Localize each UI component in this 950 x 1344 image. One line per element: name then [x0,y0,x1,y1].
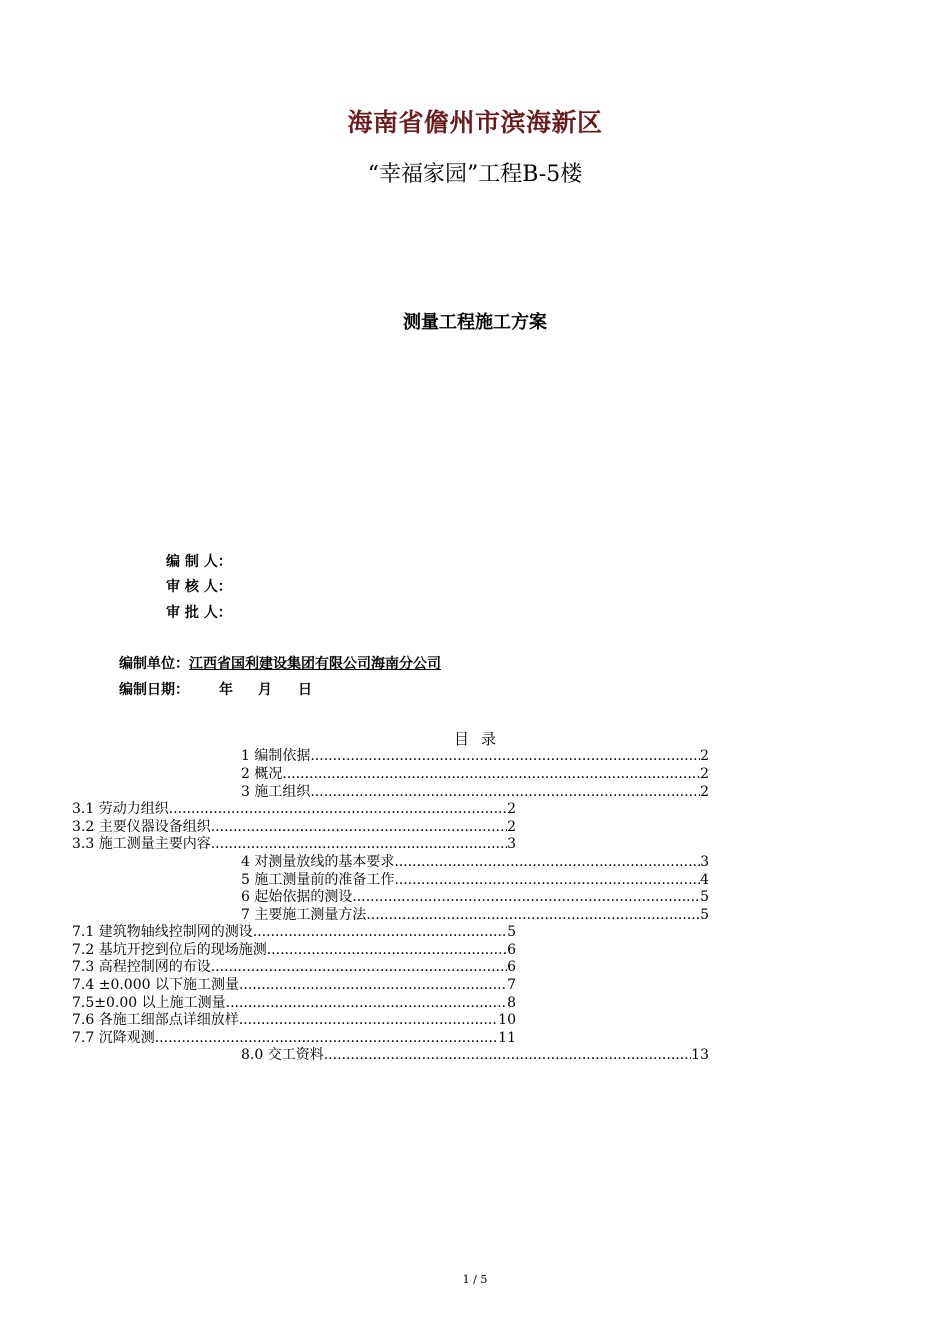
toc-entry-page: 5 [700,889,709,905]
toc-entry[interactable] [241,1046,709,1064]
document-title: 海南省儋州市滨海新区 [347,108,603,137]
toc-entry[interactable] [72,1011,516,1029]
toc-entry-label: 1 编制依据 [241,748,311,764]
editor-label: 编 制 人： [166,554,232,570]
toc-entry-label: 7.3 高程控制网的布设 [72,959,211,975]
toc-entry-page: 3 [507,836,516,852]
page-indicator: 1 / 5 [462,1273,488,1286]
compiling-date [119,679,312,699]
date-day: 日 [298,682,312,698]
toc-entry-label: 3.2 主要仪器设备组织 [72,819,211,835]
toc-entry[interactable] [72,800,516,818]
toc-title: 目录 [453,730,508,748]
toc-entry-label: 7.4 ±0.000 以下施工测量 [72,977,239,993]
toc-entry-page: 5 [507,924,516,940]
toc-entry-label: 2 概况 [241,766,283,782]
toc-entry[interactable] [72,1029,516,1047]
toc-entry-page: 2 [700,766,709,782]
toc-entry[interactable] [72,835,516,853]
toc-entry[interactable] [241,747,709,765]
toc-entry-page: 4 [700,872,709,888]
toc-entry-page: 2 [700,748,709,764]
toc-entry-page: 2 [700,784,709,800]
plan-title: 测量工程施工方案 [403,312,547,333]
date-month: 月 [258,682,272,698]
toc-entry-label: 4 对测量放线的基本要求 [241,854,395,870]
toc-entry-page: 7 [507,977,516,993]
approver-label: 审 批 人： [166,605,232,621]
toc-entry[interactable] [72,923,516,941]
toc-entry[interactable] [72,994,516,1012]
toc-entry-label: 3 施工组织 [241,784,311,800]
toc-entry[interactable] [241,906,709,924]
toc-entry-page: 2 [507,819,516,835]
compiling-unit [119,653,441,673]
reviewer-label: 审 核 人： [166,579,232,595]
toc-entry-label: 7.5±0.00 以上施工测量 [72,995,226,1011]
toc-entry-page: 5 [700,907,709,923]
compiling-unit-label: 编制单位： [119,656,189,672]
toc-entry[interactable] [241,853,709,871]
toc-entry-label: 3.3 施工测量主要内容 [72,836,211,852]
toc-entry-page: 3 [700,854,709,870]
toc-entry-page: 11 [498,1030,516,1046]
toc-entry-page: 6 [507,942,516,958]
toc-entry-label: 8.0 交工资料 [241,1047,324,1063]
toc-entry-label: 7.2 基坑开挖到位后的现场施测 [72,942,267,958]
toc-entry-label: 7.6 各施工细部点详细放样 [72,1012,239,1028]
toc-entry-label: 7 主要施工测量方法 [241,907,367,923]
toc-entry-label: 7.1 建筑物轴线控制网的测设 [72,924,253,940]
toc-entry-page: 10 [498,1012,516,1028]
date-year: 年 [219,682,233,698]
toc-entry[interactable] [241,888,709,906]
project-subtitle: “幸福家园”工程B-5楼 [367,162,583,187]
toc-entry[interactable] [72,976,516,994]
toc-entry[interactable] [72,941,516,959]
toc-entry-label: 3.1 劳动力组织 [72,801,169,817]
toc-entry[interactable] [72,818,516,836]
toc-entry-label: 7.7 沉降观测 [72,1030,155,1046]
toc-entry-label: 6 起始依据的测设 [241,889,353,905]
toc-entry[interactable] [241,765,709,783]
toc-entry-page: 13 [691,1047,709,1063]
toc-entry-page: 2 [507,801,516,817]
toc-entry[interactable] [241,871,709,889]
toc-entry-label: 5 施工测量前的准备工作 [241,872,395,888]
toc-entry-page: 8 [507,995,516,1011]
compiling-unit-value: 江西省国利建设集团有限公司海南分公司 [189,656,441,672]
toc-entry[interactable] [241,783,709,801]
toc-entry[interactable] [72,958,516,976]
toc-entry-page: 6 [507,959,516,975]
compiling-date-label: 编制日期： [119,682,189,698]
